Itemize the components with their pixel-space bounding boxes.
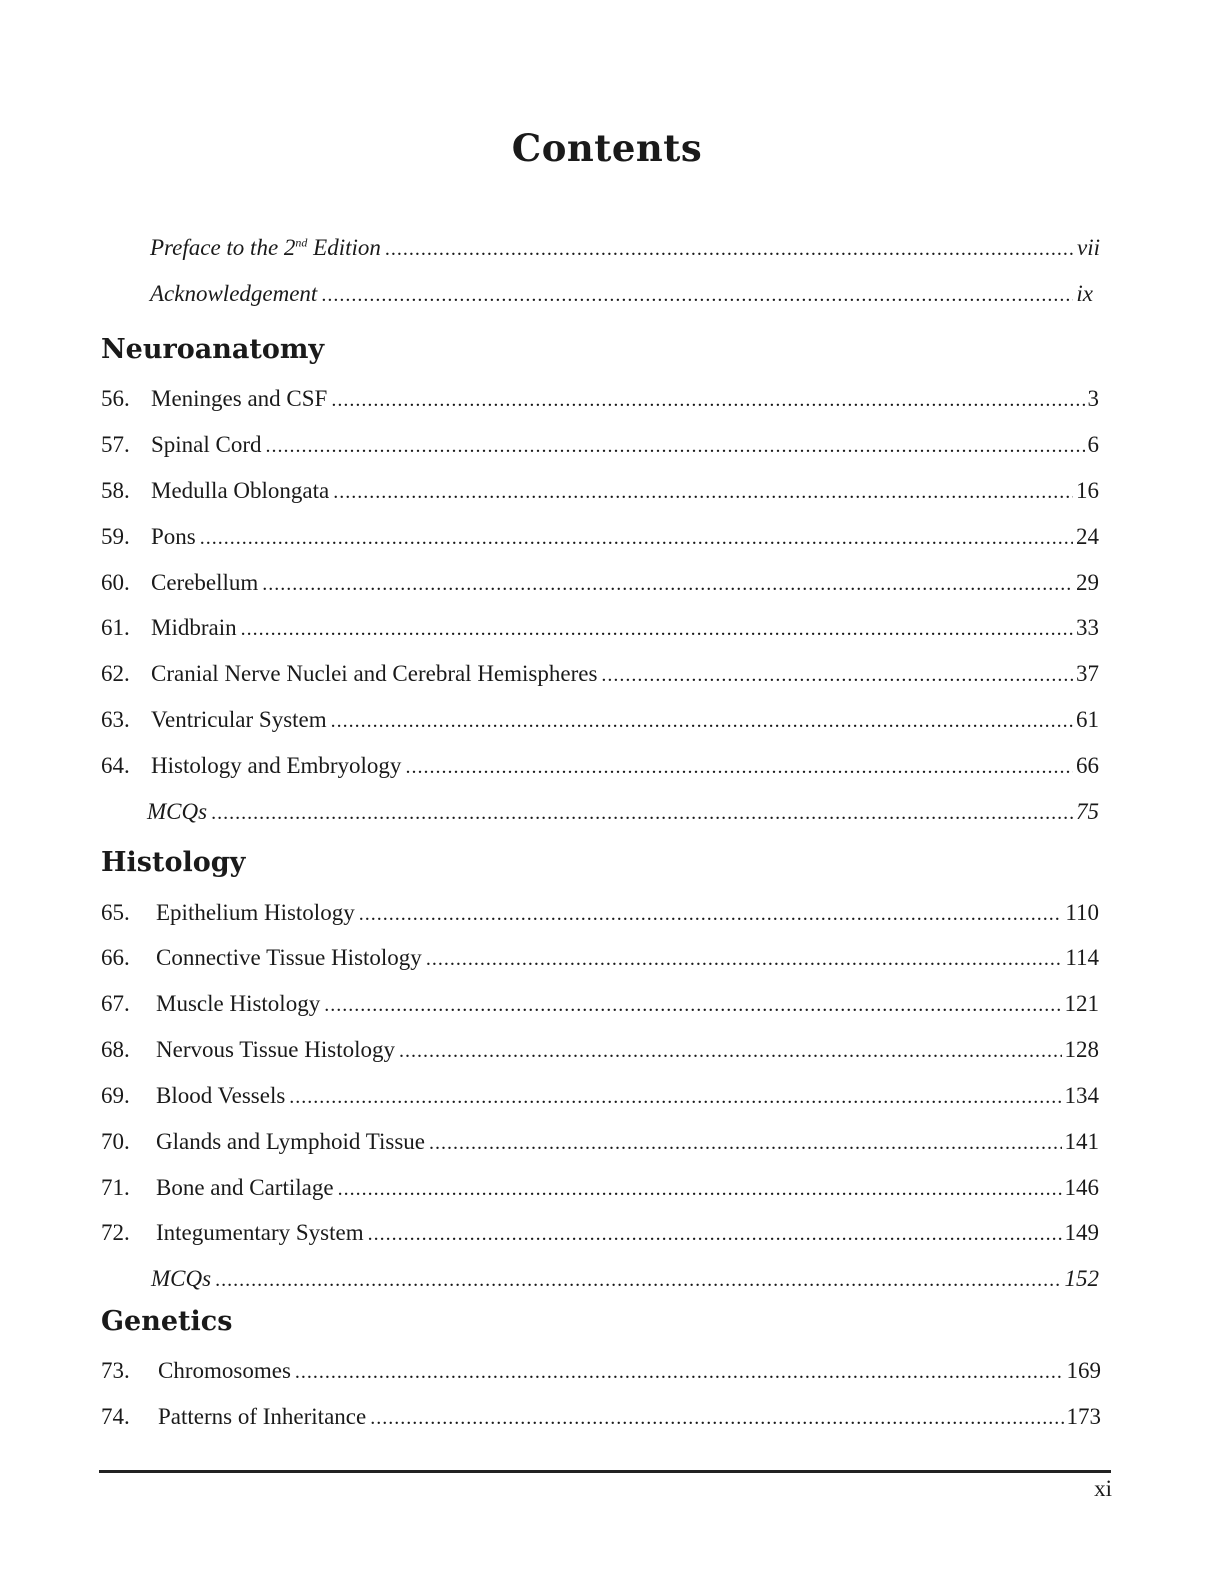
entry-number: 58. [101,478,130,503]
entry-label: Epithelium Histology [156,900,355,925]
dot-leader [385,234,1074,264]
toc-entry [101,430,1099,460]
entry-page: 6 [1087,432,1099,457]
entry-label: Blood Vessels [156,1083,286,1108]
entry-number: 73. [101,1358,130,1383]
entry-label: Pons [151,524,196,549]
entry-label: Nervous Tissue Histology [156,1037,395,1062]
dot-leader [333,477,1073,507]
toc-entry [101,1173,1099,1203]
entry-page: 169 [1066,1358,1101,1383]
toc-entry [101,751,1099,781]
toc-entry [101,705,1099,735]
section-heading-neuroanatomy: Neuroanatomy [101,334,325,365]
toc-entry [101,898,1099,928]
entry-page: 24 [1076,524,1099,549]
entry-page: 146 [1064,1175,1099,1200]
entry-page: vii [1077,235,1100,260]
entry-number: 70. [101,1129,130,1154]
entry-number: 67. [101,991,130,1016]
dot-leader [295,1357,1064,1387]
entry-label: MCQs [151,1266,212,1291]
entry-page: 149 [1064,1220,1099,1245]
dot-leader [338,1174,1062,1204]
entry-number: 71. [101,1175,130,1200]
entry-page: 121 [1064,991,1099,1016]
entry-label: MCQs [147,799,208,824]
entry-label: Cranial Nerve Nuclei and Cerebral Hemispheres [151,661,598,686]
page-title: Contents [511,126,703,170]
entry-page: 61 [1076,707,1099,732]
toc-entry-mcqs [151,1264,1099,1294]
dot-leader [601,660,1073,690]
dot-leader [426,944,1063,974]
entry-label: Integumentary System [156,1220,364,1245]
entry-page: 37 [1076,661,1099,686]
entry-number: 63. [101,707,130,732]
toc-entry [101,1218,1099,1248]
entry-number: 60. [101,570,130,595]
toc-entry [101,613,1099,643]
entry-label: Acknowledgement [150,281,318,306]
toc-entry [101,522,1099,552]
entry-number: 68. [101,1037,130,1062]
footer-rule [99,1470,1111,1473]
entry-page: 114 [1065,945,1099,970]
entry-number: 61. [101,615,130,640]
dot-leader [211,798,1073,828]
page-number: xi [1094,1476,1112,1501]
entry-label: Ventricular System [151,707,327,732]
entry-page: 16 [1076,478,1099,503]
entry-label: Preface to the 2nd Edition [150,235,381,260]
toc-entry-preface [150,233,1100,263]
dot-leader [370,1403,1063,1433]
entry-label: Bone and Cartilage [156,1175,334,1200]
entry-label: Histology and Embryology [151,753,402,778]
entry-page: 173 [1066,1404,1101,1429]
toc-entry [101,943,1099,973]
entry-page: 33 [1076,615,1099,640]
entry-number: 69. [101,1083,130,1108]
toc-entry [101,476,1099,506]
toc-entry-mcqs [147,797,1099,827]
dot-leader [200,523,1073,553]
dot-leader [266,431,1085,461]
toc-entry [101,1035,1099,1065]
entry-label: Cerebellum [151,570,259,595]
entry-page: 66 [1076,753,1099,778]
dot-leader [399,1036,1062,1066]
entry-page: 110 [1065,900,1099,925]
entry-number: 56. [101,386,130,411]
dot-leader [262,569,1073,599]
entry-page: 128 [1064,1037,1099,1062]
entry-page: 3 [1087,386,1099,411]
entry-number: 62. [101,661,130,686]
entry-page: 141 [1064,1129,1099,1154]
dot-leader [241,614,1073,644]
toc-entry [101,1356,1101,1386]
dot-leader [405,752,1073,782]
section-heading-histology: Histology [101,847,246,878]
toc-entry [101,989,1099,1019]
entry-label: Spinal Cord [151,432,262,457]
toc-entry [101,1127,1099,1157]
entry-label: Chromosomes [158,1358,291,1383]
toc-entry-acknowledgement [150,279,1093,309]
entry-page: 152 [1064,1266,1099,1291]
dot-leader [324,990,1061,1020]
toc-entry [101,384,1099,414]
entry-label: Muscle Histology [156,991,321,1016]
entry-label: Glands and Lymphoid Tissue [156,1129,426,1154]
dot-leader [321,280,1073,310]
entry-page: 75 [1076,799,1099,824]
entry-number: 72. [101,1220,130,1245]
dot-leader [331,385,1084,415]
toc-entry [101,1081,1099,1111]
toc-entry [101,568,1099,598]
entry-page: 134 [1064,1083,1099,1108]
entry-number: 64. [101,753,130,778]
entry-label: Meninges and CSF [151,386,328,411]
dot-leader [331,706,1073,736]
entry-label: Connective Tissue Histology [156,945,422,970]
entry-number: 66. [101,945,130,970]
dot-leader [289,1082,1061,1112]
entry-page: ix [1076,281,1093,306]
dot-leader [429,1128,1061,1158]
entry-number: 65. [101,900,130,925]
entry-label: Patterns of Inheritance [158,1404,367,1429]
toc-entry [101,659,1099,689]
entry-number: 74. [101,1404,130,1429]
dot-leader [215,1265,1061,1295]
entry-label: Midbrain [151,615,237,640]
entry-page: 29 [1076,570,1099,595]
entry-number: 57. [101,432,130,457]
entry-label: Medulla Oblongata [151,478,330,503]
section-heading-genetics: Genetics [101,1306,233,1337]
toc-entry [101,1402,1101,1432]
entry-number: 59. [101,524,130,549]
dot-leader [368,1219,1062,1249]
dot-leader [359,899,1063,929]
